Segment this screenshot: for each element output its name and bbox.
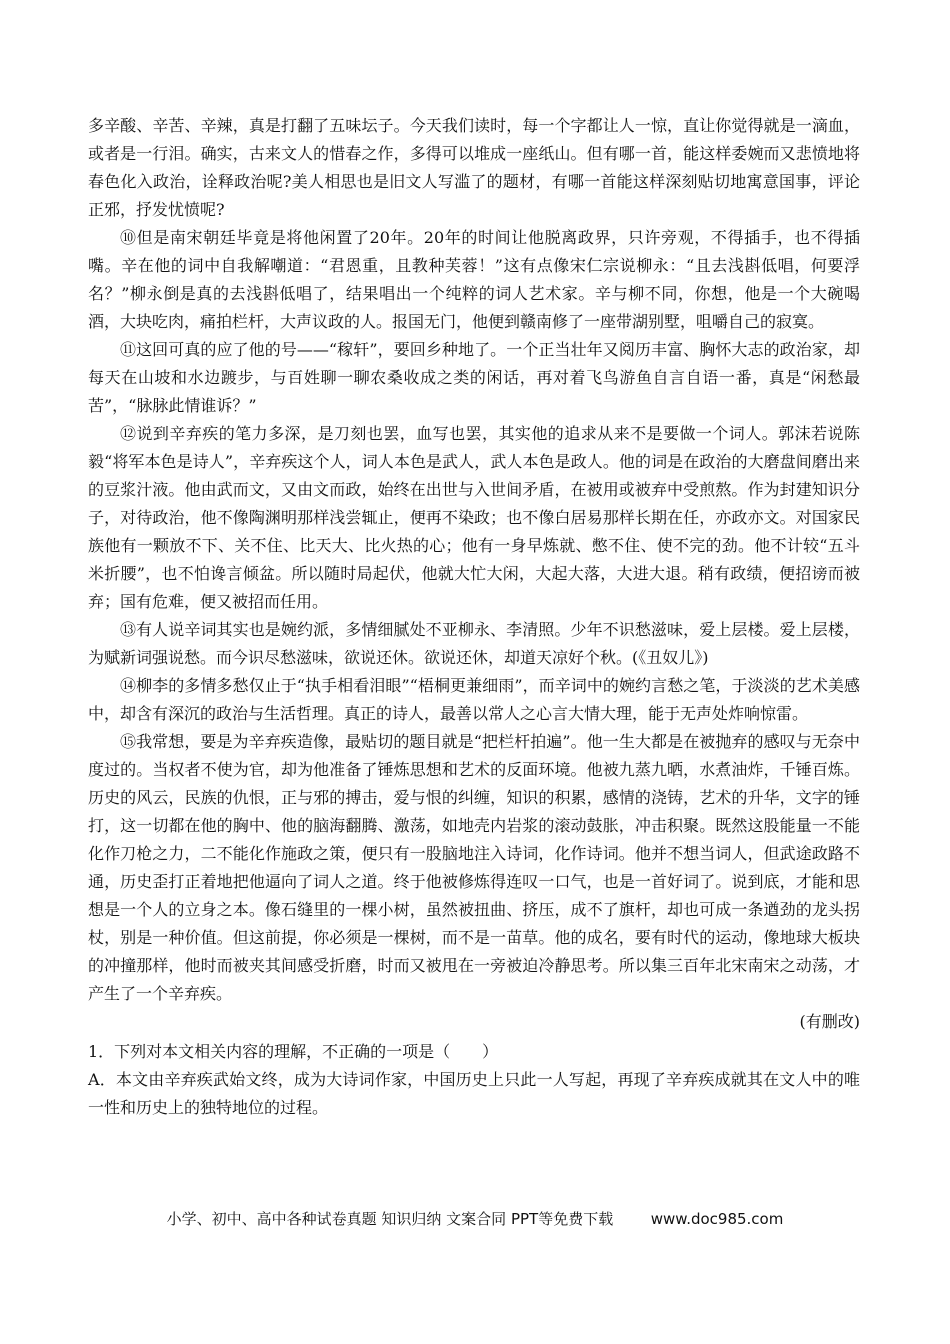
paragraph-10: ⑩但是南宋朝廷毕竟是将他闲置了20年。20年的时间让他脱离政界，只许旁观，不得插手，也不得插嘴。辛在他的词中自我解嘲道：“君恩重，且教种芙蓉！”这有点像宋仁宗说柳永：“且去浅斟低唱，何要浮名？”柳永倒是真的去浅斟低唱了，结果唱出一个纯粹的词人艺术家。辛与柳不同，你想，他是一个大碗喝酒，大块吃肉，痛拍栏杆，大声议政的人。报国无门，他便到赣南修了一座带湖别墅，咀嚼自己的寂寞。	[88, 228, 860, 331]
source-note: (有删改)	[799, 1012, 860, 1031]
paragraph-11: ⑪这回可真的应了他的号——“稼轩”，要回乡种地了。一个正当壮年又阅历丰富、胸怀大志的政治家，却每天在山坡和水边踱步，与百姓聊一聊农桑收成之类的闲话，再对着飞鸟游鱼自言自语一番，真是“闲愁最苦”，“脉脉此情谁诉？”	[88, 340, 860, 415]
footer-text: 小学、初中、高中各种试卷真题 知识归纳 文案合同 PPT等免费下载	[166, 1210, 614, 1228]
article-body	[88, 112, 860, 1122]
question-1	[88, 1038, 860, 1122]
paragraph-13: ⑬有人说辛词其实也是婉约派，多情细腻处不亚柳永、李清照。少年不识愁滋味，爱上层楼。爱上层楼，为赋新词强说愁。而今识尽愁滋味，欲说还休。欲说还休，却道天凉好个秋。(《丑奴儿》)	[88, 620, 860, 667]
page-footer	[0, 1208, 950, 1229]
paragraph-14: ⑭柳李的多情多愁仅止于“执手相看泪眼”“梧桐更兼细雨”，而辛词中的婉约言愁之笔，于淡淡的艺术美感中，却含有深沉的政治与生活哲理。真正的诗人，最善以常人之心言大情大理，能于无声处炸响惊雷。	[88, 676, 860, 723]
option-a: A．本文由辛弃疾武始文终，成为大诗词作家，中国历史上只此一人写起，再现了辛弃疾成就其在文人中的唯一性和历史上的独特地位的过程。	[88, 1070, 860, 1117]
paragraph-12: ⑫说到辛弃疾的笔力多深，是刀刻也罢，血写也罢，其实他的追求从来不是要做一个词人。郭沫若说陈毅“将军本色是诗人”，辛弃疾这个人，词人本色是武人，武人本色是政人。他的词是在政治的大磨盘间磨出来的豆浆汁液。他由武而文，又由文而政，始终在出世与入世间矛盾，在被用或被弃中受煎熬。作为封建知识分子，对待政治，他不像陶渊明那样浅尝辄止，便再不染政；也不像白居易那样长期在任，亦政亦文。对国家民族他有一颗放不下、关不住、比天大、比火热的心；他有一身早炼就、憋不住、使不完的劲。他不计较“五斗米折腰”，也不怕谗言倾盆。所以随时局起伏，他就大忙大闲，大起大落，大进大退。稍有政绩，便招谤而被弃；国有危难，便又被招而任用。	[88, 424, 860, 611]
paragraph-15: ⑮我常想，要是为辛弃疾造像，最贴切的题目就是“把栏杆拍遍”。他一生大都是在被抛弃的感叹与无奈中度过的。当权者不使为官，却为他准备了锤炼思想和艺术的反面环境。他被九蒸九晒，水煮油炸，千锤百炼。历史的风云，民族的仇恨，正与邪的搏击，爱与恨的纠缠，知识的积累，感情的浇铸，艺术的升华，文字的锤打，这一切都在他的胸中、他的脑海翻腾、激荡，如地壳内岩浆的滚动鼓胀，冲击积聚。既然这股能量一不能化作刀枪之力，二不能化作施政之策，便只有一股脑地注入诗词，化作诗词。他并不想当词人，但武途政路不通，历史歪打正着地把他逼向了词人之道。终于他被修炼得连叹一口气，也是一首好词了。说到底，才能和思想是一个人的立身之本。像石缝里的一棵小树，虽然被扭曲、挤压，成不了旗杆，却也可成一条遒劲的龙头拐杖，别是一种价值。但这前提，你必须是一棵树，而不是一苗草。他的成名，要有时代的运动，像地球大板块的冲撞那样，他时而被夹其间感受折磨，时而又被甩在一旁被迫冷静思考。所以集三百年北宋南宋之动荡，才产生了一个辛弃疾。	[88, 732, 860, 1003]
footer-url[interactable]: www.doc985.com	[650, 1210, 784, 1228]
paragraph-continued: 多辛酸、辛苦、辛辣，真是打翻了五味坛子。今天我们读时，每一个字都让人一惊，直让你觉得就是一滴血，或者是一行泪。确实，古来文人的惜春之作，多得可以堆成一座纸山。但有哪一首，能这样委婉而又悲愤地将春色化入政治，诠释政治呢?美人相思也是旧文人写滥了的题材，有哪一首能这样深刻贴切地寓意国事，评论正邪，抒发忧愤呢?	[88, 116, 860, 219]
question-stem: 1．下列对本文相关内容的理解，不正确的一项是（ ）	[88, 1042, 499, 1061]
